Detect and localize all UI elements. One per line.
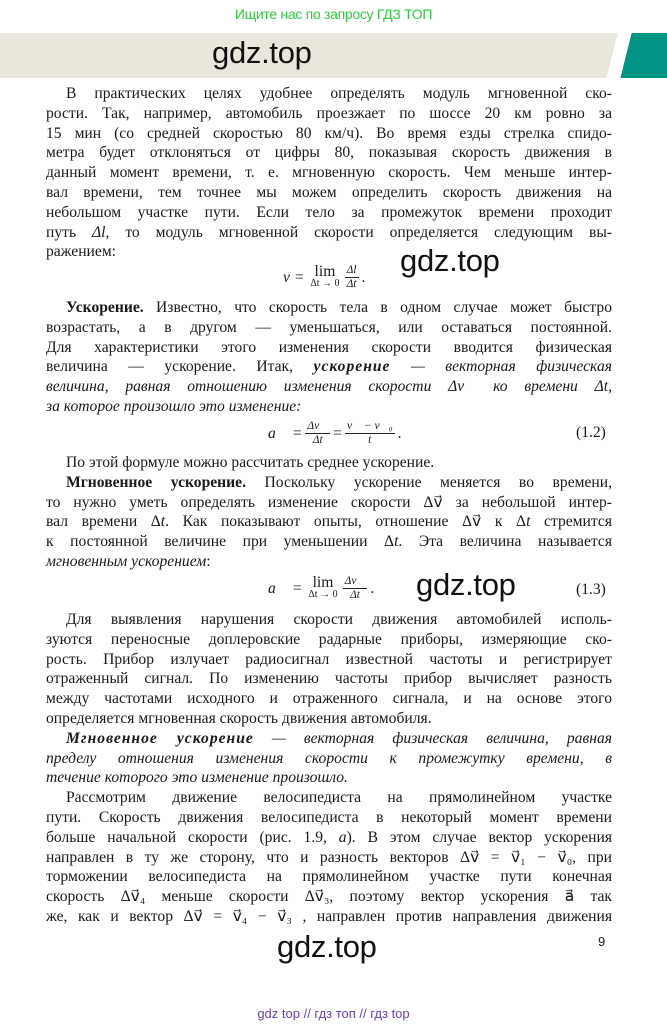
page-number: 9 bbox=[598, 934, 606, 949]
text-line bbox=[46, 338, 612, 358]
text-span: Для выявления нарушения скорости движения автомобилей исполь- bbox=[66, 611, 612, 628]
text-span: величина — ускорение. Итак, bbox=[46, 358, 314, 376]
text-line bbox=[46, 183, 612, 203]
text-span: Известно, что скорость тела в одном случае может быстро bbox=[143, 299, 612, 316]
text-span: — векторная физическая величина, равная bbox=[253, 729, 612, 747]
text-span: данный момент времени, т. е. мгновенную скорость. Чем меньше интер- bbox=[46, 164, 612, 182]
text-span: Ускорение. bbox=[66, 299, 144, 316]
search-hint-banner: Ищите нас по запросу ГДЗ ТОП bbox=[234, 6, 433, 22]
equation-number: (1.3) bbox=[576, 581, 606, 598]
text-span: возрастать, а в другом — уменьшаться, или оставаться постоянной. bbox=[46, 318, 612, 336]
numerator: Δv⃗ bbox=[344, 575, 366, 587]
text-span: мгновенным ускорением bbox=[46, 552, 207, 570]
text-span: . Как показывают опыты, отношение Δv⃗ к Δ bbox=[165, 513, 527, 531]
text-span: Мгновенное ускорение bbox=[66, 729, 254, 747]
text-line bbox=[46, 397, 301, 417]
text-span: вал времени Δ bbox=[46, 513, 161, 531]
text-line bbox=[46, 104, 612, 124]
text-line bbox=[46, 887, 612, 907]
text-line bbox=[46, 610, 612, 630]
text-span: небольшом участке пути. Если тело за промежуток времени проходит bbox=[46, 203, 612, 221]
text-line bbox=[46, 242, 116, 262]
text-line bbox=[46, 689, 612, 709]
text-section-1 bbox=[46, 84, 612, 262]
formula-instant-speed bbox=[283, 264, 365, 291]
denominator: Δt bbox=[312, 434, 323, 446]
watermark: gdz.top bbox=[277, 929, 377, 964]
text-span: ражением: bbox=[46, 243, 117, 261]
text-span: рость. Прибор излучает радиосигнал известной частоты и регистрирует bbox=[46, 650, 612, 668]
numerator: Δv⃗ bbox=[307, 420, 329, 432]
numerator: v⃗ − v⃗₀ bbox=[346, 420, 393, 432]
text-span: направлен в ту же сторону, что и разность векторов Δv⃗ = v⃗₁ − v⃗₀, при bbox=[46, 848, 612, 866]
footer-links[interactable]: gdz top // гдз топ // гдз top bbox=[257, 1006, 410, 1021]
text-span: отраженный сигнал. По изменению частоты прибор вычисляет разность bbox=[46, 670, 612, 688]
text-line bbox=[46, 768, 348, 788]
text-span: стремится bbox=[530, 513, 612, 531]
formula-end: . bbox=[397, 424, 402, 442]
denominator: Δt bbox=[346, 278, 357, 290]
text-span: течение которого это изменение произошло. bbox=[46, 769, 348, 787]
text-line bbox=[46, 650, 612, 670]
text-line bbox=[46, 532, 612, 552]
text-line bbox=[46, 473, 612, 493]
denominator: t bbox=[368, 434, 372, 446]
text-span: . Эта величина называется bbox=[398, 533, 612, 551]
formula-end: . bbox=[370, 579, 375, 597]
site-logo[interactable]: gdz.top bbox=[212, 35, 312, 70]
text-span: t bbox=[160, 513, 166, 531]
numerator: Δl bbox=[346, 264, 357, 276]
text-line bbox=[46, 867, 612, 887]
text-line bbox=[46, 143, 612, 163]
formula-lhs: a⃗ = bbox=[268, 424, 303, 442]
text-span: пути. Скорость движения велосипедиста в некоторый момент времени bbox=[46, 808, 612, 826]
text-line bbox=[46, 318, 612, 338]
text-line bbox=[46, 163, 612, 183]
text-line bbox=[46, 729, 612, 749]
text-line bbox=[46, 493, 612, 513]
formula-end: . bbox=[361, 268, 366, 286]
text-span: t bbox=[526, 513, 531, 531]
formula-lhs: v = bbox=[283, 268, 305, 286]
text-line bbox=[46, 709, 432, 729]
text-line bbox=[46, 124, 612, 144]
text-span: величина, равная отношению изменения скорости Δv⃗ ко времени Δt, bbox=[46, 378, 612, 396]
text-span: торможении велосипедиста на прямолинейном участке пути конечная bbox=[46, 868, 612, 886]
equation-number: (1.2) bbox=[576, 424, 606, 441]
text-line bbox=[46, 203, 612, 223]
watermark: gdz.top bbox=[400, 243, 500, 278]
text-span: же, как и вектор Δv⃗ = v⃗₄ − v⃗₃ , направлен против направления движения bbox=[46, 907, 612, 925]
lim: lim bbox=[312, 573, 334, 591]
text-span: — векторная физическая bbox=[390, 358, 612, 376]
text-line bbox=[46, 749, 612, 769]
denominator: Δt bbox=[350, 589, 360, 601]
text-span: определяется мгновенная скорость движения автомобиля. bbox=[46, 709, 432, 727]
formula-lhs: a⃗ = bbox=[268, 579, 303, 597]
lim: lim bbox=[314, 262, 336, 280]
text-span: Рассмотрим движение велосипедиста на прямолинейном участке bbox=[66, 789, 612, 807]
text-span: a bbox=[338, 828, 347, 846]
text-span: t bbox=[394, 533, 399, 551]
text-line bbox=[46, 298, 612, 318]
text-line bbox=[46, 630, 612, 650]
text-line bbox=[46, 223, 612, 243]
text-line bbox=[46, 788, 612, 808]
text-span: то нужно уметь определять изменение скорости Δv⃗ за небольшой интер- bbox=[46, 493, 612, 511]
header-band bbox=[0, 33, 630, 78]
text-span: Δl bbox=[92, 223, 106, 241]
text-line bbox=[46, 828, 612, 848]
text-span: Поскольку ускорение меняется во времени, bbox=[245, 473, 613, 491]
text-span: путь bbox=[46, 223, 92, 241]
text-span: ). В этом случае вектор ускорения bbox=[346, 828, 612, 846]
text-line bbox=[46, 512, 612, 532]
text-line bbox=[46, 907, 612, 927]
text-span: рости. Так, например, автомобиль проезжает по шоссе 20 км ровно за bbox=[46, 104, 612, 122]
formula-1-2 bbox=[268, 420, 401, 447]
text-span: вал времени, тем точнее мы можем определить скорость движения на bbox=[46, 183, 612, 201]
text-line bbox=[46, 377, 612, 397]
text-line bbox=[46, 669, 612, 689]
text-span: больше начальной скорости (рис. 1.9, bbox=[46, 828, 339, 846]
text-span: В практических целях удобнее определять модуль мгновенной ско- bbox=[66, 85, 612, 102]
text-span: за которое произошло это изменение: bbox=[46, 397, 302, 415]
text-line bbox=[46, 357, 612, 377]
text-span: : bbox=[206, 552, 211, 570]
lim-subscript: Δt → 0 bbox=[308, 588, 338, 600]
text-line bbox=[46, 453, 434, 473]
text-span: пределу отношения изменения скорости к промежутку времени, в bbox=[46, 749, 612, 767]
text-span: , то модуль мгновенной скорости определяется следующим вы- bbox=[105, 223, 612, 241]
text-span: ускорение bbox=[313, 358, 391, 376]
watermark: gdz.top bbox=[416, 567, 516, 602]
text-span: Для характеристики этого изменения скорости вводится физическая bbox=[46, 338, 612, 356]
text-span: 15 мин (со средней скоростью 80 км/ч). Во время езды стрелка спидо- bbox=[46, 124, 612, 142]
text-span: скорость Δv⃗₄ меньше скорости Δv⃗₃, поэтому вектор ускорения a⃗ так bbox=[46, 888, 612, 906]
formula-1-3 bbox=[268, 575, 374, 602]
lim-subscript: Δt → 0 bbox=[310, 277, 340, 289]
text-line bbox=[46, 552, 211, 572]
equals: = bbox=[333, 424, 342, 442]
text-line bbox=[46, 84, 612, 104]
text-span: зуются переносные доплеровские радарные приборы, измеряющие ско- bbox=[46, 630, 612, 648]
text-span: метра будет отклоняться от цифры 80, показывая скорость движения в bbox=[46, 144, 612, 162]
text-line bbox=[46, 848, 612, 868]
text-span: между частотами исходного и отраженного сигнала, и на основе этого bbox=[46, 690, 612, 708]
text-section-2 bbox=[46, 298, 612, 417]
text-span: По этой формуле можно рассчитать среднее ускорение. bbox=[66, 454, 435, 471]
text-span: Мгновенное ускорение. bbox=[66, 473, 246, 491]
text-span: к постоянной величине при уменьшении Δ bbox=[46, 533, 395, 551]
text-line bbox=[46, 808, 612, 828]
text-section-3 bbox=[46, 453, 612, 572]
text-section-4 bbox=[46, 610, 612, 927]
